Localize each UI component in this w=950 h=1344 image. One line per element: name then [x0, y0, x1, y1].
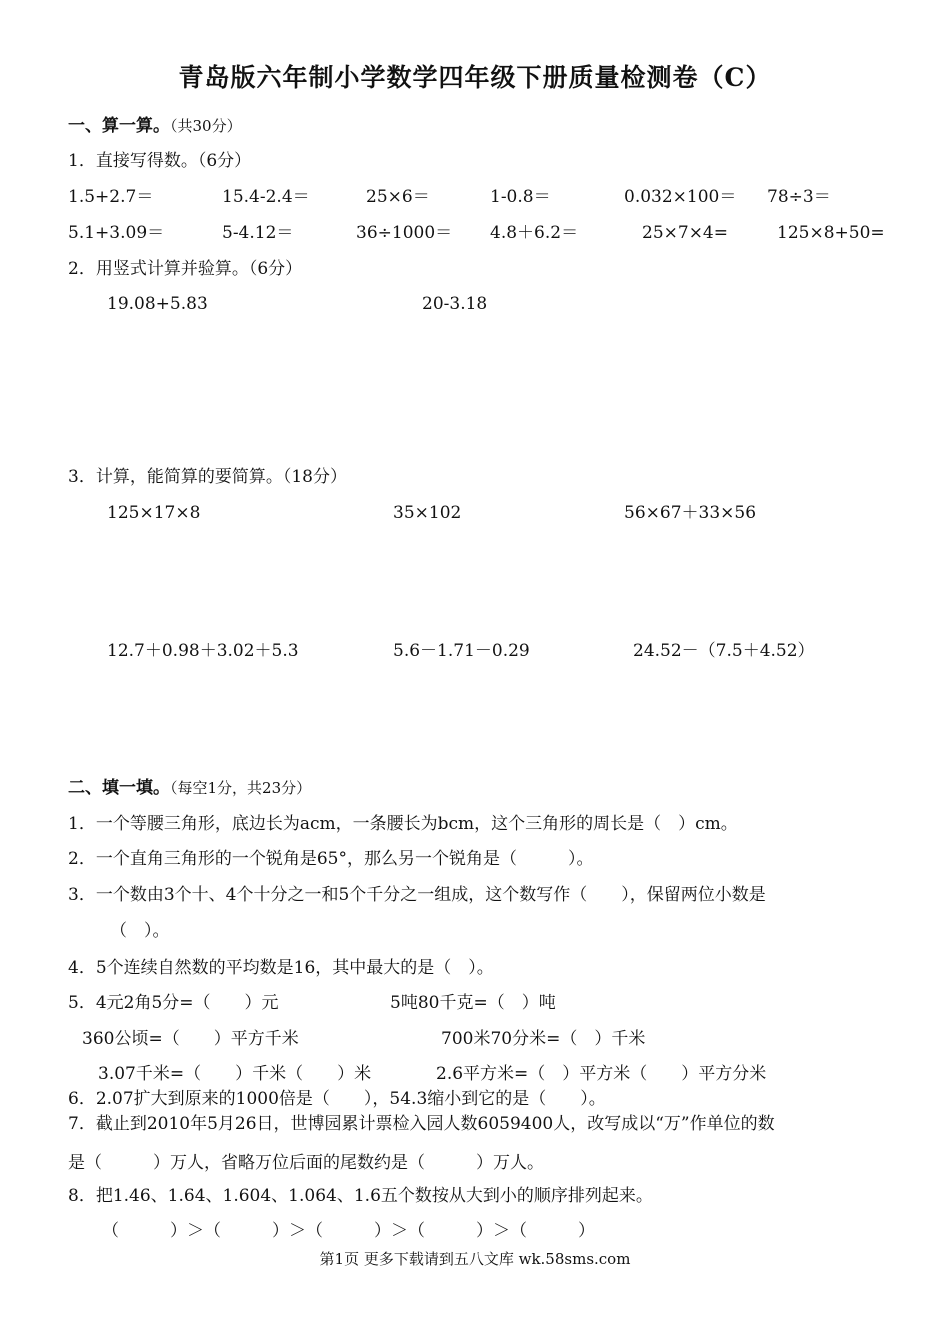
s1-q2-label: 2．用竖式计算并验算。（6分）	[68, 259, 303, 279]
s1-q1-row1-item: 1.5+2.7＝	[68, 187, 154, 207]
section1-heading-text: 一、算一算。	[68, 116, 170, 136]
s2-q4: 4．5个连续自然数的平均数是16，其中最大的是（ ）。	[68, 958, 494, 978]
page-footer: 第1页 更多下载请到五八文库 wk.58sms.com	[319, 1250, 631, 1268]
s1-q1-row1-item: 15.4-2.4＝	[222, 187, 310, 207]
s2-q7-line1: 7．截止到2010年5月26日，世博园累计票检入园人数6059400人，改写成以“万”作单位的数	[68, 1114, 775, 1134]
s2-q7-line2: 是（ ）万人，省略万位后面的尾数约是（ ）万人。	[68, 1153, 544, 1173]
s1-q1-row1-item: 78÷3＝	[767, 187, 831, 207]
section1-heading	[68, 115, 242, 137]
s2-q3-line1: 3．一个数由3个十、4个十分之一和5个千分之一组成，这个数写作（ ），保留两位小数是	[68, 885, 766, 905]
s2-q8-blanks: （ ）＞（ ）＞（ ）＞（ ）＞（ ）	[102, 1221, 595, 1241]
s1-q3-item: 125×17×8	[107, 503, 201, 523]
s1-q1-row1-item: 25×6＝	[366, 187, 430, 207]
s1-q1-row2-item: 4.8＋6.2＝	[490, 223, 579, 243]
s2-q5-b: 5吨80千克=（ ）吨	[390, 993, 556, 1013]
s2-q5-e: 3.07千米=（ ）千米（ ）米	[98, 1064, 372, 1084]
s2-q5-d: 700米70分米=（ ）千米	[441, 1029, 646, 1049]
s2-q5-c: 360公顷=（ ）平方千米	[82, 1029, 299, 1049]
s2-q2: 2．一个直角三角形的一个锐角是65°，那么另一个锐角是（ ）。	[68, 849, 594, 869]
s1-q3-label: 3．计算，能简算的要简算。（18分）	[68, 467, 347, 487]
s1-q1-row2-item: 125×8+50=	[777, 223, 885, 243]
s1-q3-item: 5.6－1.71－0.29	[393, 641, 530, 661]
s1-q1-row2-item: 5-4.12＝	[222, 223, 294, 243]
s1-q1-row2-item: 5.1+3.09＝	[68, 223, 165, 243]
s1-q1-row2-item: 36÷1000＝	[356, 223, 453, 243]
s1-q3-item: 56×67＋33×56	[624, 503, 757, 523]
s1-q2-item: 19.08+5.83	[107, 294, 208, 314]
s2-q8: 8．把1.46、1.64、1.604、1.064、1.6五个数按从大到小的顺序排列起来。	[68, 1186, 653, 1206]
s1-q1-row2-item: 25×7×4=	[642, 223, 728, 243]
section1-score: （共30分）	[170, 117, 242, 135]
s2-q5-f: 2.6平方米=（ ）平方米（ ）平方分米	[436, 1064, 767, 1084]
section2-heading-text: 二、填一填。	[68, 778, 170, 798]
s1-q3-item: 12.7＋0.98＋3.02＋5.3	[107, 641, 299, 661]
s1-q3-item: 35×102	[393, 503, 462, 523]
section2-score: （每空1分，共23分）	[170, 779, 312, 797]
s1-q2-item: 20-3.18	[422, 294, 488, 314]
s2-q6: 6．2.07扩大到原来的1000倍是（ ），54.3缩小到它的是（ ）。	[68, 1089, 606, 1109]
page-title: 青岛版六年制小学数学四年级下册质量检测卷（C）	[178, 63, 772, 92]
s2-q1: 1．一个等腰三角形，底边长为acm，一条腰长为bcm，这个三角形的周长是（ ）cm。	[68, 814, 738, 834]
s1-q1-row1-item: 1-0.8＝	[490, 187, 551, 207]
s1-q1-label: 1．直接写得数。（6分）	[68, 151, 252, 171]
s1-q3-item: 24.52－（7.5＋4.52）	[633, 641, 815, 661]
s2-q3-line2: （ ）。	[110, 921, 170, 941]
section2-heading	[68, 777, 311, 799]
s1-q1-row1-item: 0.032×100＝	[624, 187, 737, 207]
s2-q5-a: 5．4元2角5分=（ ）元	[68, 993, 279, 1013]
